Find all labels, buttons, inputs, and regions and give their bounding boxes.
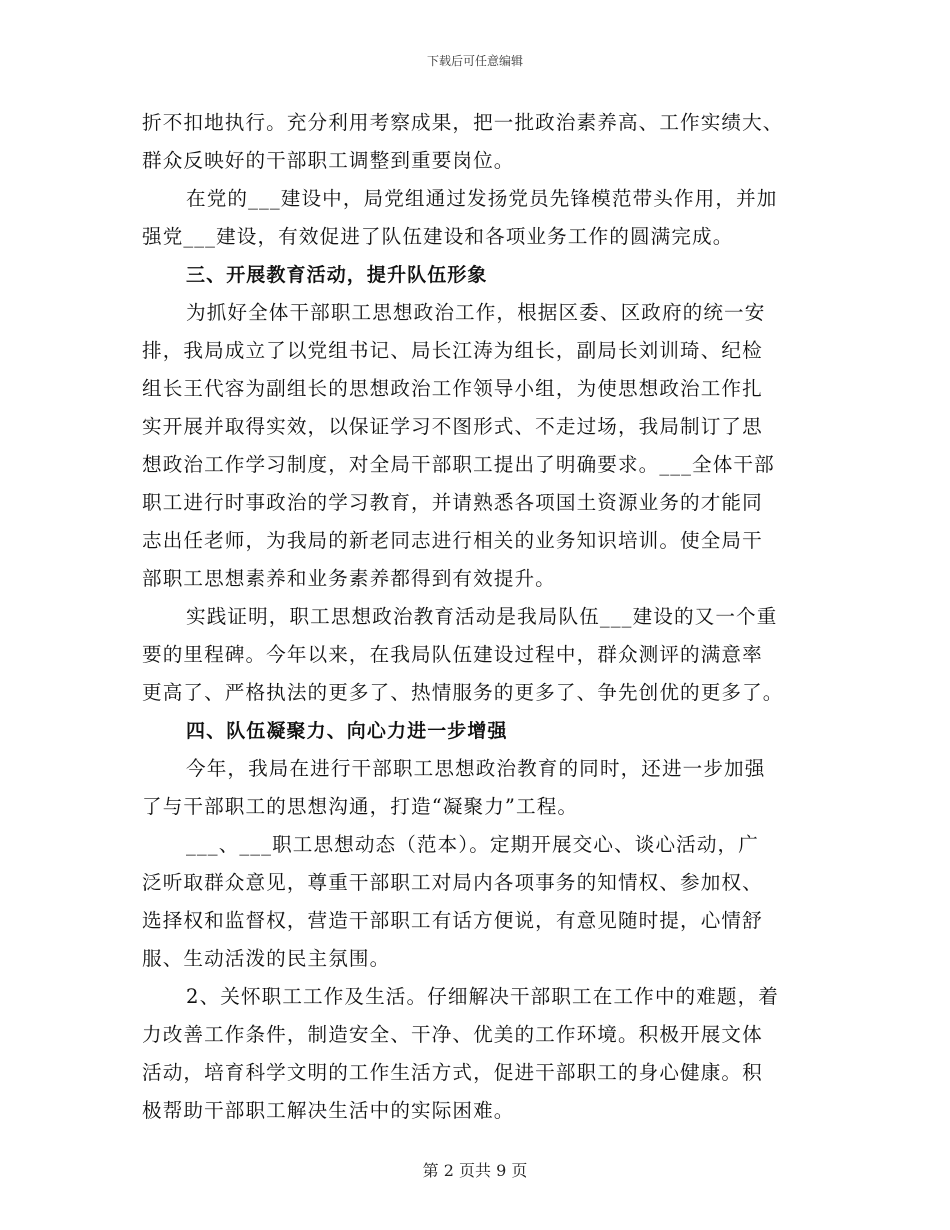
text-line: 组长王代容为副组长的思想政治工作领导小组，为使思想政治工作扎 <box>142 377 763 400</box>
text-line: 为抓好全体干部职工思想政治工作，根据区委、区政府的统一安 <box>186 301 766 324</box>
text-line: 想政治工作学习制度，对全局干部职工提出了明确要求。___全体干部 <box>142 453 775 476</box>
text-line: 在党的___建设中，局党组通过发扬党员先锋模范带头作用，并加 <box>186 187 778 210</box>
text-line: 部职工思想素养和业务素养都得到有效提升。 <box>142 567 556 590</box>
section-heading: 三、开展教育活动，提升队伍形象 <box>186 264 488 286</box>
text-line: 要的里程碑。今年以来，在我局队伍建设过程中，群众测评的满意率 <box>142 643 763 666</box>
text-line: 2、关怀职工工作及生活。仔细解决干部职工在工作中的难题，着 <box>186 985 779 1008</box>
text-line: 泛听取群众意见，尊重干部职工对局内各项事务的知情权、参加权、 <box>142 871 763 894</box>
text-line: 志出任老师，为我局的新老同志进行相关的业务知识培训。使全局干 <box>142 529 763 552</box>
text-line: 今年，我局在进行干部职工思想政治教育的同时，还进一步加强 <box>186 757 766 780</box>
text-line: 排，我局成立了以党组书记、局长江涛为组长，副局长刘训琦、纪检 <box>142 339 763 362</box>
text-line: 实开展并取得实效，以保证学习不图形式、不走过场，我局制订了思 <box>142 415 763 438</box>
text-line: 折不扣地执行。充分利用考察成果，把一批政治素养高、工作实绩大、 <box>142 111 784 134</box>
text-line: 职工进行时事政治的学习教育，并请熟悉各项国土资源业务的才能同 <box>142 491 763 514</box>
text-line: 更高了、严格执法的更多了、热情服务的更多了、争先创优的更多了。 <box>142 681 784 704</box>
document-body <box>142 104 812 1130</box>
text-line: 强党___建设，有效促进了队伍建设和各项业务工作的圆满完成。 <box>142 225 734 248</box>
text-line: 了与干部职工的思想沟通，打造“凝聚力”工程。 <box>142 795 579 818</box>
text-line: 力改善工作条件，制造安全、干净、优美的工作环境。积极开展文体 <box>142 1023 763 1046</box>
text-line: 群众反映好的干部职工调整到重要岗位。 <box>142 149 515 172</box>
text-line: 选择权和监督权，营造干部职工有话方便说，有意见随时提，心情舒 <box>142 909 763 932</box>
text-line: 极帮助干部职工解决生活中的实际困难。 <box>142 1099 515 1122</box>
page-footer: 第 2 页共 9 页 <box>422 1161 528 1180</box>
text-line: 实践证明，职工思想政治教育活动是我局队伍___建设的又一个重 <box>186 605 778 628</box>
text-line: ___、___职工思想动态（范本）。定期开展交心、谈心活动，广 <box>186 833 759 856</box>
section-heading: 四、队伍凝聚力、向心力进一步增强 <box>186 720 508 742</box>
text-line: 服、生动活泼的民主氛围。 <box>142 947 391 970</box>
page-header: 下载后可任意编辑 <box>426 54 523 68</box>
text-line: 活动，培育科学文明的工作生活方式，促进干部职工的身心健康。积 <box>142 1061 763 1084</box>
